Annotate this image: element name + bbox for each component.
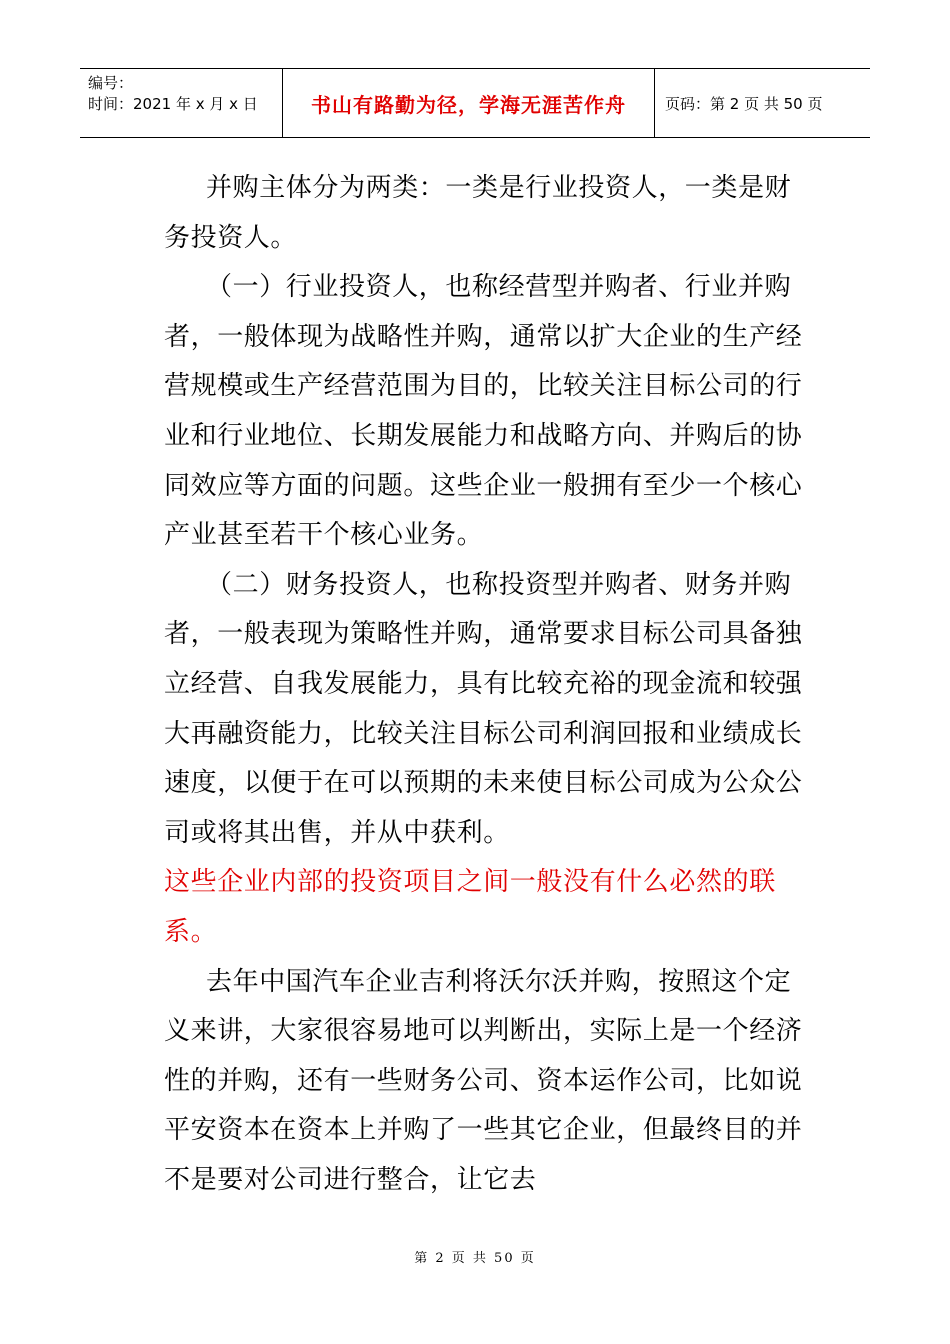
header-page-info: 页码：第 2 页 共 50 页 [665,94,823,113]
paragraph-industry-investor: （一）行业投资人，也称经营型并购者、行业并购者，一般体现为战略性并购，通常以扩大企业的生产经营规模或生产经营范围为目的，比较关注目标公司的行业和行业地位、长期发展能力和战略方向、并购后的协同效应等方面的问题。这些企业一般拥有至少一个核心产业甚至若干个核心业务。 [164,272,803,551]
document-body [164,164,804,1205]
header-motto: 书山有路勤为径，学海无涯苦作舟 [283,69,655,137]
document-date-label: 时间：2021 年 x 月 x 日 [88,95,258,113]
document-number-label: 编号： [88,74,134,92]
page-header [80,68,870,138]
paragraph-financial-investor: （二）财务投资人，也称投资型并购者、财务并购者，一般表现为策略性并购，通常要求目标公司具备独立经营、自我发展能力，具有比较充裕的现金流和较强大再融资能力，比较关注目标公司利润回报和业绩成长速度，以便于在可以预期的未来使目标公司成为公众公司或将其出售，并从中获利。 [164,569,803,848]
paragraph-highlight: 这些企业内部的投资项目之间一般没有什么必然的联系。 [164,867,776,947]
page-footer: 第 2 页 共 50 页 [414,1251,536,1266]
header-meta-cell [80,69,283,137]
paragraph-example: 去年中国汽车企业吉利将沃尔沃并购，按照这个定义来讲，大家很容易地可以判断出，实际上是一个经济性的并购，还有一些财务公司、资本运作公司，比如说平安资本在资本上并购了一些其它企业，但最终目的并不是要对公司进行整合，让它去 [164,966,803,1195]
paragraph-intro: 并购主体分为两类：一类是行业投资人，一类是财务投资人。 [164,173,792,253]
